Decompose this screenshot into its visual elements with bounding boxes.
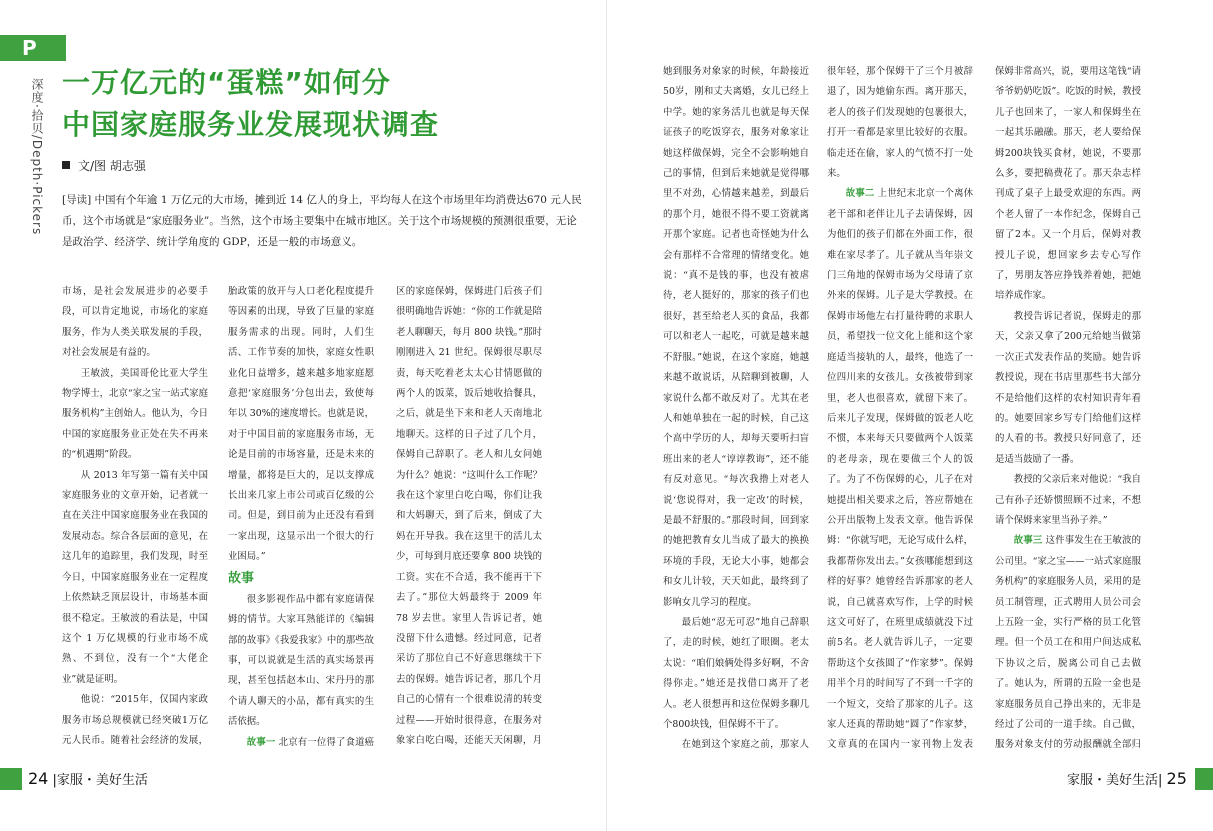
story-keyword: 故事一 [246, 736, 276, 748]
article-title [62, 62, 482, 146]
paragraph: 保姆非常高兴，说，要用这笔钱“请爷爷奶奶吃饭”。吃饭的时候，教授儿子也回来了，一家人和保姆坐在一起其乐融融。那天，老人要给保姆200块钱买食材，她说，不要那么多，要把稿费花了。那天杂志样刊成了桌子上最受欢迎的东西。两个老人留了一本作纪念，保姆自己留了2本。又一个月后，保姆对教授儿子说，想回家乡去专心写作了，男朋友答应挣钱养着她，把她培养成作家。 [995, 66, 1141, 302]
story-keyword: 故事三 [1013, 535, 1043, 547]
paragraph: 胎政策的放开与人口老化程度提升等因素的出现，导致了巨量的家庭服务需求的出现。同时，人们生活、工作节奏的加快，家庭女性职业化日益增多，越来越多地家庭愿意把‘家庭服务’分包出去，致使每年以 30%的速度增长。也就是说，对于中国目前的家庭服务市场，无论是目前的市场容量，还是未来的增量，都将是巨大的，足以支撑成长出来几家上市公司或百亿级的公司。但是，到目前为止还没有看到一家出现，这显示出一个很大的行业困局。” [228, 286, 374, 563]
column-4 [663, 62, 809, 752]
story-keyword: 故事二 [845, 188, 875, 200]
title-line-2: 中国家庭服务业发展现状调查 [62, 108, 440, 141]
subheading-story: 故事 [228, 570, 255, 586]
paragraph: 教授告诉记者说，保姆走的那天，父亲又拿了200元给她当做第一次正式发表作品的奖励。她告诉教授说，现在书店里那些书大部分不是给他们这样的农村知识青年看的。她要回家乡写专门给他们这样的人看的书。教授只好同意了，还是适当鼓励了一番。 [995, 310, 1141, 465]
section-tab: P [0, 35, 66, 61]
footer-bar-right [1195, 768, 1213, 790]
section-vertical-label: 深度·拾贝/Depth·Pickers [30, 78, 44, 236]
paragraph-text: 北京有一位得了食道癌 [278, 736, 374, 748]
paragraph: 教授的父亲后来对他说：“我自己有孙子还娇惯照顾不过来，不想请个保姆来家里当孙子养。” [995, 474, 1141, 526]
paragraph: 他说：“2015年，仅国内家政服务市场总规模就已经突破1万亿元人民币。随着社会经济的发展， [62, 694, 208, 746]
paragraph: 区的家庭保姆，保姆进门后孩子们很明确地告诉她：“你的工作就是陪老人聊聊天，每月 800 块钱。”那时刚刚进入 21 世纪。保姆很尽职尽责，每天吃着老太太心甘情愿做的两个人的饭菜，饭后她收拾餐具，之后，就是坐下来和老人天南地北地聊天。这样的日子过了几个月，保姆自己辞职了。老人和儿女问她为什么？她说：“这叫什么工作呢？我在这个家里白吃白喝，你们让我和大妈聊天，到了后来，倒成了大妈在开导我。我在这里干的活儿太少，可每到月底还要拿 800 块钱的工资。实在不合适，我不能再干下去了。”那位大妈最终于 2009 年 78 岁去世。家里人告诉记者，她没留下什么遗憾。经过同意，记者采访了那位自己不好意思继续干下去的保姆。她告诉记者，那几个月自己的心情有一个很难说清的转变过程——开始时很得意，在服务对象家白吃白喝，还能天天闲聊，月 [396, 286, 542, 746]
title-line-1: 一万亿元的“蛋糕”如何分 [62, 66, 391, 99]
paragraph: 她到服务对象家的时候，年龄接近50岁，刚和丈夫离婚，女儿已经上中学。她的家务活儿也就是每天保证孩子的吃饭穿衣，服务对象家让她这样做保姆，完全不会影响她自己的事情，但到后来她就是觉得哪里不对劲，心情越来越差，到最后的那个月，她很不得不要工资就离开那个家庭。记者也奇怪她为什么会有那样不合常理的情绪变化。她说：“真不是钱的事，也没有被虐待，老人挺好的，那家的孩子们也很好，甚至给老人买的食品，我都可以和老人一起吃，可就是越来越不舒服。”她说，在这个家庭，她越来越不敢说话，从陪聊到被聊，人家说什么都不敢反对了。尤其在老人和她单独在一起的时候，自己这个高中学历的人，却每天要听扫盲班出来的老人“谆谆教诲”，还不能有反对意见。“每次我撸上对老人说‘您说得对，我一定改’的时候，是最不舒服的。”那段时间，回到家的她把教育女儿当成了最大的换换环境的手段，无论大小事，她都会和女儿计较，天天如此，最终到了影响女儿学习的程度。 [663, 66, 809, 608]
paragraph [827, 184, 973, 752]
column-3 [396, 282, 542, 752]
column-6 [995, 62, 1141, 752]
column-1 [62, 282, 208, 752]
footer-left [28, 767, 148, 793]
paragraph: 很多影视作品中都有家庭请保姆的情节。大家耳熟能详的《编辑部的故事》《我爱我家》中的那些故事，可以说就是生活的真实场景再现，甚至包括赵本山、宋丹丹的那个请人聊天的小品，都有真实的生活依据。 [228, 593, 374, 728]
bullet-square-icon [62, 161, 70, 169]
paragraph-text: 上世纪末北京一个离休老干部和老伴让儿子去请保姆，因为他们的孩子们都在外面工作，很难在家尽孝了。儿子就从当年崇文门三角地的保姆市场为父母请了京外来的保姆。儿子是大学教授。在保姆市场他左右打量待聘的求职人员，希望找一位文化上能和这个家庭适当接轨的人，最终，他选了一位四川来的女孩儿。女孩被带到家里，老人也很喜欢，就留下来了。后来儿子发现，保姆做的饭老人吃不惯，本来每天只要做两个人饭菜的老母亲，现在要做三个人的饭了。为了不伤保姆的心，儿子在对她提出相关要求之后，答应帮她在公开出版物上发表文章。他告诉保姆：“你就写吧，无论写成什么样，我都帮你发出去。”女孩哪能想到这样的好事？她曾经告诉那家的老人说，自己就喜欢写作，上学的时候这文可好了，在班里成绩就没下过前5名。老人就告诉儿子，一定要帮助这个女孩圆了“作家梦”。保姆用半个月的时间写了不到一千字的一个短文，交给了那家的儿子。这家人还真的帮助她“圆了”作家梦，文章真的在国内一家刊物上发表 [827, 188, 973, 751]
column-2 [228, 282, 374, 752]
paragraph [228, 733, 374, 752]
footer-divider: | [52, 773, 57, 788]
left-page [0, 0, 606, 831]
byline [62, 157, 146, 174]
footer-label-right: 家服・美好生活 [1067, 773, 1159, 788]
byline-text: 文/图 胡志强 [78, 159, 146, 173]
lead-paragraph: [导读] 中国有个年逾 1 万亿元的大市场，摊到近 14 亿人的身上，平均每人在这个市场里年均消费达670 元人民币，这个市场就是“家庭服务业”。当然，这个市场主要集中在城市地区。关于这个市场规模的预测很重要，无论是政治学、经济学、统计学角度的 GDP，还是一般的市场意义。 [62, 194, 582, 248]
paragraph-text: 这件事发生在王敏波的公司里。“家之宝——一站式家庭服务机构”的家庭服务人员，采用的是员工制管理，正式聘用人员公司会上五险一金，实行严格的员工化管理。但一个员工在和用户间达成私下协议之后，脱离公司自己去做了。她认为，所谓的五险一金也是家庭服务员自己挣出来的，无非是经过了公司的一道手续。自己做，服务对象支付的劳动报酬就全部归 [995, 535, 1141, 751]
page-number-left: 24 [28, 769, 49, 788]
paragraph [995, 531, 1141, 752]
paragraph: 市场，是社会发展进步的必要手段，可以肯定地说，市场化的家庭服务，作为人类关联发展的手段，对社会发展是有益的。 [62, 286, 208, 359]
paragraph: 很年轻，那个保姆干了三个月被辞退了，因为她偷东西。离开那天，老人的孩子们发现她的包裹很大，打开一看都是家里比较好的衣服。临走还在偷，家人的气愤不打一处来。 [827, 66, 973, 180]
footer-right [1067, 767, 1187, 793]
paragraph: 从 2013 年写第一篇有关中国家庭服务业的文章开始，记者就一直在关注中国家庭服务业在我国的发展动态。综合各层面的意见，在这几年的追踪里，我们发现，时至今日，中国家庭服务业在一定程度上依然缺乏顶层设计，市场基本面很不稳定。王敏波的看法是，中国这个 1 万亿规模的行业市场不成熟、不到位，没有一个“大佬企业”就是证明。 [62, 469, 208, 685]
footer-bar-left [0, 768, 22, 790]
paragraph: 在她到这个家庭之前，那家人 [681, 739, 809, 751]
footer-label-left: 家服・美好生活 [56, 773, 148, 788]
right-page [607, 0, 1213, 831]
footer-divider: | [1158, 773, 1163, 788]
column-5 [827, 62, 973, 752]
paragraph: 最后她“忍无可忍”地自己辞职了，走的时候，她红了眼圈。老太太说：“咱们娘俩处得多好啊，不舍得你走。”她还是找借口离开了老人。老人很想再和这位保姆多聊几个800块钱，但保姆不干了。 [663, 616, 809, 730]
paragraph: 王敏波，美国哥伦比亚大学生物学博士，北京“家之宝一站式家庭服务机构”主创始人。他认为，今日中国的家庭服务业正处在失不再来的“机遇期”阶段。 [62, 367, 208, 461]
page-number-right: 25 [1166, 769, 1187, 788]
